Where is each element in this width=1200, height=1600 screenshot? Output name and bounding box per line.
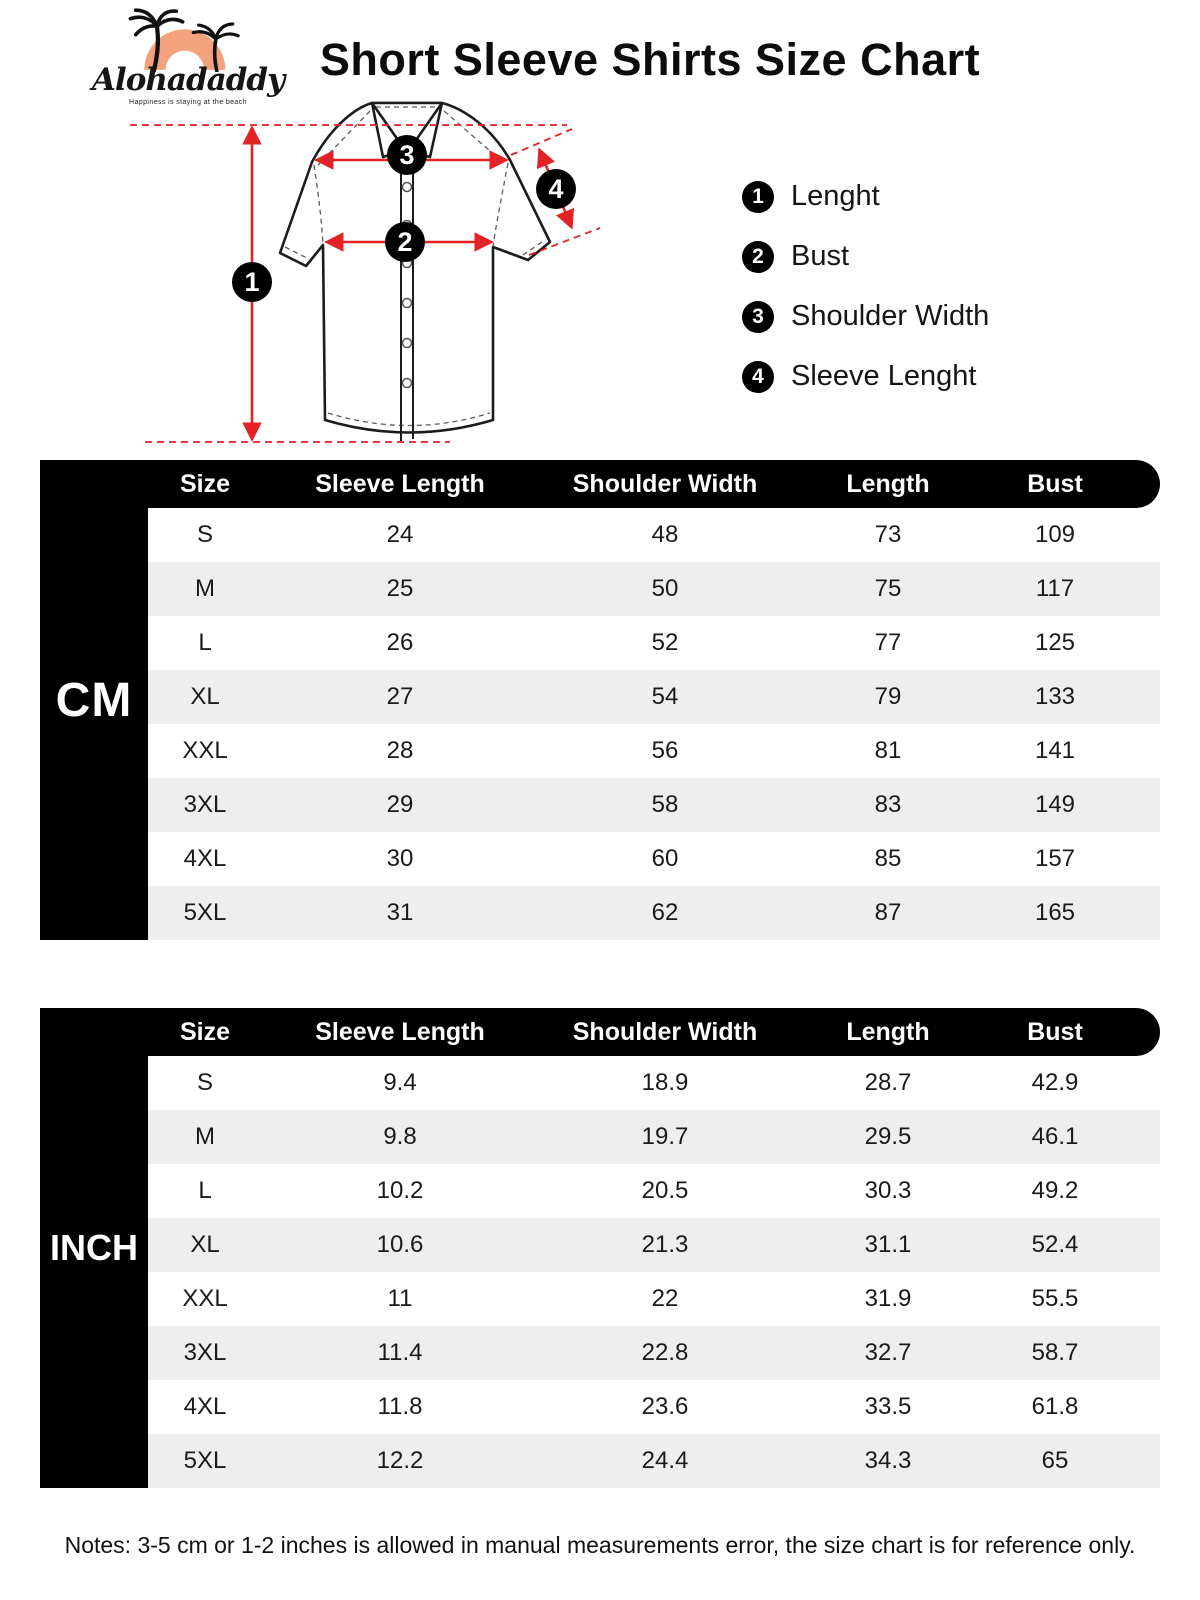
- legend-item-sleeve-length: [742, 360, 989, 393]
- table-cell: 81: [874, 737, 902, 764]
- notes-text: Notes: 3-5 cm or 1-2 inches is allowed in manual measurements error, the size chart is for reference only.: [64, 1532, 1136, 1558]
- legend-item-shoulder-width: [742, 300, 989, 333]
- table-row: [148, 1164, 1160, 1218]
- table-cell: 31.1: [864, 1231, 912, 1258]
- legend-item-bust: [742, 240, 989, 273]
- table-cell: S: [196, 521, 213, 548]
- table-cell: 30.3: [864, 1177, 912, 1204]
- table-cell: 21.3: [641, 1231, 689, 1258]
- table-cell: 28.7: [864, 1069, 912, 1096]
- table-row: [148, 1056, 1160, 1110]
- legend-badge-1: 1: [742, 181, 774, 213]
- brand-logo: [88, 8, 288, 106]
- legend-label-shoulder-width: Shoulder Width: [791, 300, 990, 332]
- table-cell: 5XL: [183, 899, 227, 926]
- column-header: Size: [179, 1017, 231, 1046]
- table-cell: 3XL: [183, 1339, 227, 1366]
- column-header: Bust: [1027, 469, 1083, 498]
- badge-2: 2: [397, 227, 413, 257]
- table-cell: 83: [874, 791, 902, 818]
- column-header: Sleeve Length: [315, 1017, 485, 1046]
- table-cell: 52: [651, 629, 679, 656]
- table-cell: 75: [874, 575, 902, 602]
- column-header: Size: [179, 469, 231, 498]
- badge-1: 1: [244, 267, 260, 297]
- table-cell: XL: [190, 683, 220, 710]
- page-title: Short Sleeve Shirts Size Chart: [319, 34, 981, 85]
- table-row: [148, 616, 1160, 670]
- table-row: [148, 1218, 1160, 1272]
- table-cell: XXL: [182, 737, 228, 764]
- table-cell: 133: [1034, 683, 1076, 710]
- table-cell: 29: [386, 791, 414, 818]
- cm-size-table: [40, 460, 1160, 940]
- table-cell: 24.4: [641, 1447, 689, 1474]
- table-row: [148, 886, 1160, 940]
- table-cell: 22: [651, 1285, 679, 1312]
- table-row: [148, 1272, 1160, 1326]
- table-cell: L: [198, 1177, 212, 1204]
- unit-label-cm: CM: [40, 460, 148, 940]
- table-cell: 52.4: [1031, 1231, 1079, 1258]
- table-cell: 141: [1034, 737, 1076, 764]
- inch-table-header-row: [40, 1008, 1160, 1056]
- table-cell: 20.5: [641, 1177, 689, 1204]
- table-cell: 55.5: [1031, 1285, 1079, 1312]
- cm-table-body: [148, 508, 1160, 940]
- table-row: [148, 670, 1160, 724]
- table-cell: 65: [1041, 1447, 1069, 1474]
- shirt-measurement-diagram: [120, 95, 620, 455]
- table-cell: 50: [651, 575, 679, 602]
- column-header: Length: [846, 1017, 930, 1046]
- table-cell: 23.6: [641, 1393, 689, 1420]
- table-row: [148, 724, 1160, 778]
- column-header: Sleeve Length: [315, 469, 485, 498]
- table-cell: 27: [386, 683, 414, 710]
- table-cell: L: [198, 629, 212, 656]
- table-row: [148, 562, 1160, 616]
- column-header: Shoulder Width: [572, 1017, 758, 1046]
- table-cell: 11: [387, 1285, 413, 1312]
- legend-badge-2: 2: [742, 241, 774, 273]
- table-cell: 79: [874, 683, 902, 710]
- table-row: [148, 1110, 1160, 1164]
- legend-label-bust: Bust: [791, 240, 850, 272]
- brand-tagline: Happiness is staying at the beach: [129, 99, 247, 106]
- table-cell: M: [195, 1123, 215, 1150]
- legend-item-length: [742, 180, 989, 213]
- table-cell: 58.7: [1031, 1339, 1079, 1366]
- table-cell: 56: [651, 737, 679, 764]
- table-cell: XXL: [182, 1285, 228, 1312]
- table-row: [148, 832, 1160, 886]
- table-cell: 109: [1034, 521, 1076, 548]
- table-cell: M: [195, 575, 215, 602]
- cm-table-header-row: [40, 460, 1160, 508]
- table-cell: 28: [386, 737, 414, 764]
- table-cell: 73: [874, 521, 902, 548]
- badge-4: 4: [548, 174, 564, 204]
- legend-label-sleeve-length: Sleeve Lenght: [791, 360, 977, 392]
- table-cell: 11.4: [377, 1339, 423, 1366]
- table-cell: 85: [874, 845, 902, 872]
- table-cell: 19.7: [641, 1123, 689, 1150]
- table-cell: 31.9: [864, 1285, 912, 1312]
- column-header: Length: [846, 469, 930, 498]
- table-cell: 42.9: [1031, 1069, 1079, 1096]
- badge-3: 3: [399, 140, 415, 170]
- table-cell: 29.5: [864, 1123, 912, 1150]
- table-cell: 60: [651, 845, 679, 872]
- table-cell: 4XL: [183, 845, 227, 872]
- inch-table-body: [148, 1056, 1160, 1488]
- table-cell: 77: [874, 629, 902, 656]
- table-row: [148, 1434, 1160, 1488]
- table-row: [148, 1326, 1160, 1380]
- table-cell: 48: [651, 521, 679, 548]
- unit-label-inch: INCH: [40, 1008, 148, 1488]
- table-cell: 117: [1035, 575, 1075, 602]
- table-cell: 30: [386, 845, 414, 872]
- table-cell: 10.6: [376, 1231, 424, 1258]
- table-cell: 58: [651, 791, 679, 818]
- table-cell: 157: [1034, 845, 1076, 872]
- table-cell: 46.1: [1031, 1123, 1079, 1150]
- table-cell: 33.5: [864, 1393, 912, 1420]
- table-cell: 10.2: [376, 1177, 424, 1204]
- table-cell: 9.8: [383, 1123, 417, 1150]
- table-cell: 12.2: [376, 1447, 424, 1474]
- table-cell: 31: [386, 899, 414, 926]
- table-cell: 18.9: [641, 1069, 689, 1096]
- table-cell: 5XL: [183, 1447, 227, 1474]
- table-row: [148, 778, 1160, 832]
- legend-label-length: Lenght: [791, 180, 880, 212]
- table-cell: 149: [1034, 791, 1076, 818]
- table-cell: 34.3: [864, 1447, 912, 1474]
- column-header: Bust: [1027, 1017, 1083, 1046]
- column-header: Shoulder Width: [572, 469, 758, 498]
- legend-badge-3: 3: [742, 301, 774, 333]
- table-cell: 87: [874, 899, 902, 926]
- table-cell: 9.4: [383, 1069, 417, 1096]
- table-cell: 3XL: [183, 791, 227, 818]
- table-cell: 4XL: [183, 1393, 227, 1420]
- table-cell: 49.2: [1031, 1177, 1079, 1204]
- brand-name: Alohadaddy: [91, 62, 285, 98]
- table-row: [148, 508, 1160, 562]
- table-cell: 62: [651, 899, 679, 926]
- table-cell: 165: [1034, 899, 1076, 926]
- legend-badge-4: 4: [742, 361, 774, 393]
- table-cell: 11.8: [377, 1393, 423, 1420]
- table-cell: 125: [1034, 629, 1076, 656]
- table-cell: 54: [651, 683, 679, 710]
- table-cell: XL: [190, 1231, 220, 1258]
- table-cell: 61.8: [1031, 1393, 1079, 1420]
- table-cell: 22.8: [641, 1339, 689, 1366]
- table-row: [148, 1380, 1160, 1434]
- table-cell: 26: [386, 629, 414, 656]
- table-cell: 32.7: [864, 1339, 912, 1366]
- table-cell: 25: [386, 575, 414, 602]
- measurement-legend: [742, 180, 989, 393]
- table-cell: S: [196, 1069, 213, 1096]
- inch-size-table: [40, 1008, 1160, 1488]
- table-cell: 24: [386, 521, 414, 548]
